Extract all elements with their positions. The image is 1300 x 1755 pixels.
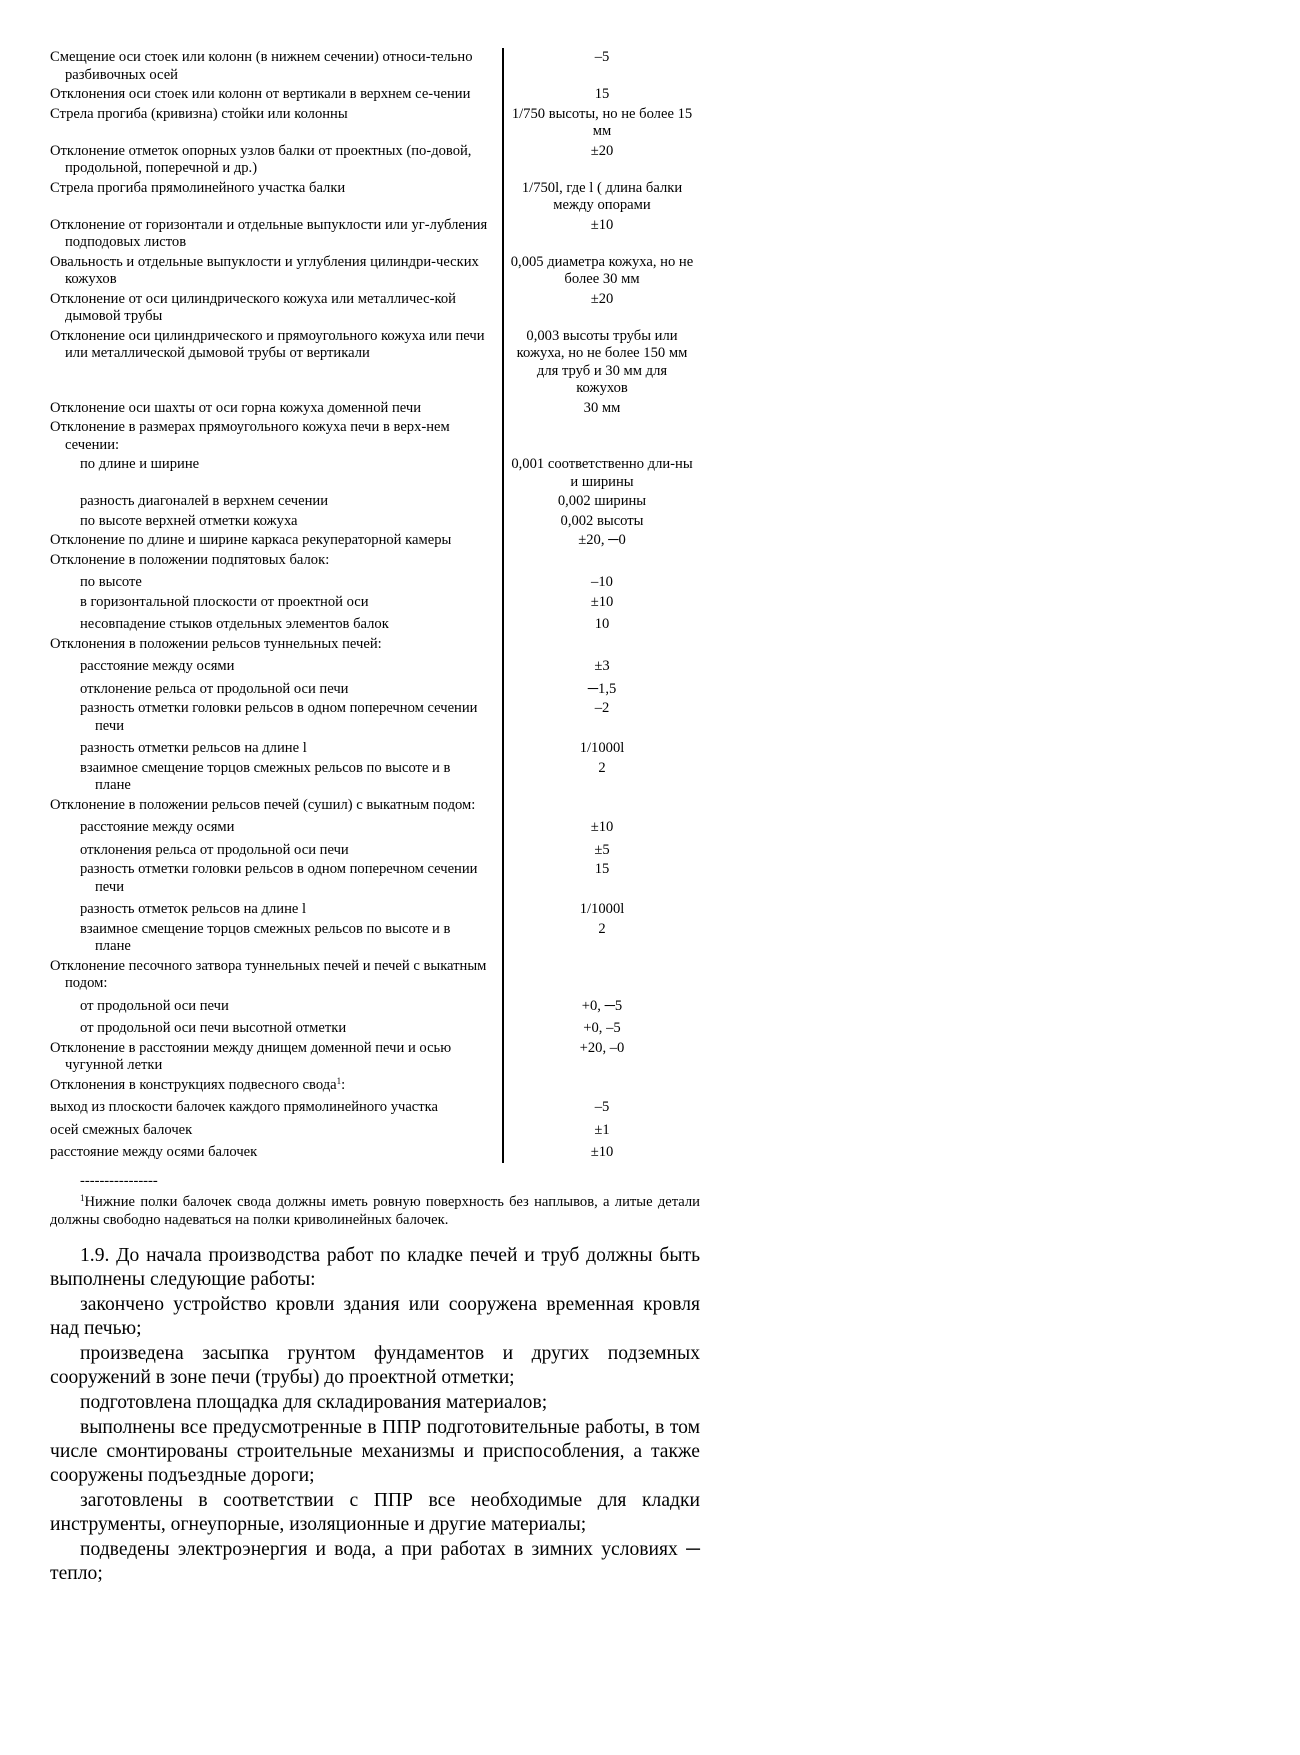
table-row [50,327,700,399]
requirement-label [50,1020,488,1038]
table-row [50,551,700,571]
table-row [50,920,700,957]
requirement-label [50,842,488,860]
body-paragraph: 1.9. До начала производства работ по кладке печей и труб должны быть выполнены следующие работы: [50,1244,700,1290]
requirement-label-text: Отклонение песочного затвора туннельных печей и печей с выкатным подом: [50,957,487,991]
tolerance-value: ±10 [503,216,700,253]
requirement-label-text: разность отметки головки рельсов в одном поперечном сечении печи [80,700,478,734]
table-row [50,897,700,920]
tolerance-value: ±5 [503,838,700,861]
table-row [50,512,700,532]
requirement-label [50,400,488,418]
table-row [50,736,700,759]
table-row [50,1118,700,1141]
table-row [50,635,700,655]
tolerance-value: 2 [503,920,700,957]
requirement-label-cell [50,492,503,512]
tolerance-value [503,796,700,816]
table-row [50,699,700,736]
body-paragraph: произведена засыпка грунтом фундаментов и других подземных сооружений в зоне печи (трубы) до проектной отметки; [50,1342,700,1388]
tolerance-table [50,48,700,1163]
requirement-label-text: расстояние между осями [80,658,235,674]
tolerance-value: ±20 [503,290,700,327]
requirement-label-text: Стрела прогиба прямолинейного участка балки [50,179,346,196]
requirement-label [50,1040,488,1075]
requirement-label-cell [50,142,503,179]
requirement-label-text: Отклонение в расстоянии между днищем доменной печи и осью чугунной летки [50,1039,452,1073]
tolerance-value: ±10 [503,815,700,838]
table-row [50,1039,700,1076]
requirement-label-cell [50,179,503,216]
table-row [50,399,700,419]
tolerance-value: 15 [503,860,700,897]
requirement-label-cell [50,1140,503,1163]
requirement-label-cell [50,105,503,142]
requirement-label-cell [50,1095,503,1118]
requirement-label [50,328,488,363]
requirement-label [50,958,488,993]
requirement-label-text: разность отметок рельсов на длине l [80,901,307,917]
table-row [50,48,700,85]
tolerance-value: 0,002 высоты [503,512,700,532]
table-row [50,759,700,796]
requirement-label-cell [50,418,503,455]
tolerance-value: 1/1000l [503,897,700,920]
requirement-label-cell [50,512,503,532]
requirement-label [50,1122,488,1140]
table-row [50,1016,700,1039]
requirement-label-text: в горизонтальной плоскости от проектной оси [80,593,369,610]
table-row [50,838,700,861]
requirement-label-cell [50,1039,503,1076]
requirement-label [50,419,488,454]
requirement-label-text: отклонения рельса от продольной оси печи [80,841,349,858]
requirement-label-cell [50,1076,503,1096]
tolerance-value: –2 [503,699,700,736]
requirement-label-cell [50,1118,503,1141]
requirement-label [50,594,488,612]
tolerance-value [503,957,700,994]
requirement-label-tail: : [341,1076,346,1093]
requirement-label-cell [50,635,503,655]
tolerance-value: 30 мм [503,399,700,419]
requirement-label [50,616,488,634]
requirement-label-cell [50,290,503,327]
footnote [50,1193,700,1230]
tolerance-value: 1/750 высоты, но не более 15 мм [503,105,700,142]
requirement-label-cell [50,85,503,105]
requirement-label [50,819,488,837]
requirement-label-cell [50,759,503,796]
table-row [50,677,700,700]
requirement-label-cell [50,994,503,1017]
tolerance-value: +0, ─5 [503,994,700,1017]
table-row [50,1076,700,1096]
table-row [50,418,700,455]
tolerance-value [503,418,700,455]
requirement-label-text: Отклонение по длине и ширине каркаса рекуператорной камеры [50,532,452,548]
requirement-label [50,456,488,474]
requirement-label [50,658,488,676]
requirement-label-text: осей смежных балочек [50,1121,193,1138]
requirement-label [50,1099,488,1117]
table-row [50,994,700,1017]
requirement-label-text: Отклонение в положении подпятовых балок: [50,551,330,568]
requirement-label [50,291,488,326]
requirement-label [50,493,488,511]
table-row [50,570,700,593]
requirement-label-text: по высоте верхней отметки кожуха [80,512,298,529]
tolerance-value: 1/750l, где l ( длина балки между опорами [503,179,700,216]
requirement-label-cell [50,957,503,994]
requirement-label-text: расстояние между осями [80,819,235,835]
table-row [50,216,700,253]
table-row [50,253,700,290]
requirement-label-text: отклонение рельса от продольной оси печи [80,680,349,697]
footnote-text: Нижние полки балочек свода должны иметь ровную поверхность без наплывов, а литые детали должны свободно надеваться на полки криволинейных балочек. [50,1193,700,1228]
requirement-label [50,143,488,178]
requirement-label-cell [50,48,503,85]
tolerance-value: 0,003 высоты трубы или кожуха, но не более 150 мм для труб и 30 мм для кожухов [503,327,700,399]
requirement-label-text: расстояние между осями балочек [50,1144,258,1160]
requirement-label [50,901,488,919]
tolerance-value: ±20 [503,142,700,179]
table-row [50,142,700,179]
requirement-label-cell [50,253,503,290]
table-row [50,105,700,142]
tolerance-value: ±10 [503,1140,700,1163]
table-row [50,1095,700,1118]
requirement-label-cell [50,327,503,399]
requirement-label-cell [50,897,503,920]
table-row [50,1140,700,1163]
body-paragraph: закончено устройство кровли здания или сооружена временная кровля над печью; [50,1293,700,1339]
requirement-label [50,1144,488,1162]
tolerance-value: –5 [503,48,700,85]
requirement-label-text: разность отметки рельсов на длине l [80,740,307,756]
requirement-label-text: по высоте [80,574,142,590]
body-paragraph: подготовлена площадка для складирования материалов; [80,1391,548,1413]
table-row [50,860,700,897]
requirement-label [50,552,488,570]
tolerance-value: ±10 [503,593,700,613]
tolerance-value: 2 [503,759,700,796]
tolerance-value [503,635,700,655]
requirement-label-cell [50,1016,503,1039]
requirement-label [50,797,488,815]
tolerance-value: ±1 [503,1118,700,1141]
requirement-label [50,574,488,592]
requirement-label [50,180,488,198]
requirement-label [50,513,488,531]
table-row [50,612,700,635]
requirement-label-text: Отклонения в положении рельсов туннельных печей: [50,635,382,652]
requirement-label-text: разность диагоналей в верхнем сечении [80,493,329,509]
requirement-label [50,861,488,896]
requirement-label [50,1077,488,1095]
requirement-label-text: Отклонения оси стоек или колонн от вертикали в верхнем се-чении [50,86,471,102]
tolerance-value: 0,001 соответственно дли-ны и ширины [503,455,700,492]
requirement-label-text: несовпадение стыков отдельных элементов балок [80,616,389,632]
table-row [50,593,700,613]
requirement-label [50,681,488,699]
tolerance-value: +0, –5 [503,1016,700,1039]
requirement-label-cell [50,736,503,759]
requirement-label-cell [50,920,503,957]
tolerance-value: ±20, ─0 [503,531,700,551]
requirement-label-text: Отклонение от горизонтали и отдельные выпуклости или уг-лубления подподовых листов [50,216,488,250]
requirement-label-cell [50,699,503,736]
requirement-label-text: Смещение оси стоек или колонн (в нижнем сечении) относи-тельно разбивочных осей [50,49,473,83]
requirement-label-cell [50,838,503,861]
requirement-label-cell [50,455,503,492]
table-row [50,290,700,327]
tolerance-value: +20, –0 [503,1039,700,1076]
requirement-label-text: от продольной оси печи [80,997,229,1014]
table-row [50,531,700,551]
body-paragraph: выполнены все предусмотренные в ППР подготовительные работы, в том числе смонтированы строительные механизмы и приспособления, а также сооружены подъездные дороги; [50,1416,700,1486]
tolerance-table-body [50,48,700,1163]
requirement-label-text: Отклонения в конструкциях подвесного свода [50,1076,337,1093]
requirement-label-cell [50,796,503,816]
requirement-label [50,532,488,550]
tolerance-value: ─1,5 [503,677,700,700]
requirement-label-text: Отклонение оси цилиндрического и прямоугольного кожуха или печи или металлической дымовой трубы от вертикали [50,327,485,361]
requirement-label [50,86,488,104]
requirement-label-cell [50,612,503,635]
requirement-label-cell [50,531,503,551]
requirement-label-cell [50,815,503,838]
body-text [50,1244,700,1586]
footnote-separator: ---------------- [80,1172,158,1189]
requirement-label-cell [50,570,503,593]
footnote-marker: 1 [80,1192,85,1203]
requirement-label-text: взаимное смещение торцов смежных рельсов по высоте и в плане [80,920,451,954]
body-paragraph: подведены электроэнергия и вода, а при работах в зимних условиях ─ тепло; [50,1538,700,1584]
requirement-label-text: разность отметки головки рельсов в одном поперечном сечении печи [80,861,478,895]
requirement-label-text: Отклонение отметок опорных узлов балки от проектных (по-довой, продольной, поперечной и др.) [50,142,472,176]
requirement-label [50,49,488,84]
requirement-label-text: Овальность и отдельные выпуклости и углубления цилиндри-ческих кожухов [50,253,479,287]
table-row [50,796,700,816]
tolerance-value [503,551,700,571]
table-row [50,492,700,512]
tolerance-value: 0,005 диаметра кожуха, но не более 30 мм [503,253,700,290]
requirement-label [50,760,488,795]
tolerance-value: 1/1000l [503,736,700,759]
requirement-label-cell [50,860,503,897]
requirement-label [50,254,488,289]
requirement-label-text: Стрела прогиба (кривизна) стойки или колонны [50,105,348,122]
body-paragraph: заготовлены в соответствии с ППР все необходимые для кладки инструменты, огнеупорные, изоляционные и другие материалы; [50,1489,700,1535]
requirement-label-text: Отклонение от оси цилиндрического кожуха или металличес-кой дымовой трубы [50,290,456,324]
requirement-label-cell [50,654,503,677]
table-row [50,654,700,677]
requirement-label-text: от продольной оси печи высотной отметки [80,1020,347,1036]
table-row [50,85,700,105]
requirement-label-cell [50,677,503,700]
tolerance-value: 0,002 ширины [503,492,700,512]
requirement-label [50,740,488,758]
requirement-label-cell [50,551,503,571]
table-row [50,455,700,492]
requirement-label-text: взаимное смещение торцов смежных рельсов по высоте и в плане [80,759,451,793]
footnote-reference: 1 [336,1075,342,1086]
requirement-label-text: Отклонение в размерах прямоугольного кожуха печи в верх-нем сечении: [50,419,450,453]
requirement-label [50,636,488,654]
requirement-label-cell [50,399,503,419]
table-row [50,815,700,838]
document-page [50,48,700,1586]
requirement-label [50,700,488,735]
table-row [50,179,700,216]
tolerance-value [503,1076,700,1096]
requirement-label-text: Отклонение оси шахты от оси горна кожуха доменной печи [50,399,422,416]
requirement-label [50,217,488,252]
requirement-label-cell [50,593,503,613]
requirement-label-cell [50,216,503,253]
table-row [50,957,700,994]
tolerance-value: –10 [503,570,700,593]
tolerance-value: ±3 [503,654,700,677]
requirement-label [50,998,488,1016]
requirement-label [50,921,488,956]
tolerance-value: 10 [503,612,700,635]
requirement-label-text: по длине и ширине [80,456,200,472]
requirement-label-text: Отклонение в положении рельсов печей (сушил) с выкатным подом: [50,796,476,813]
requirement-label-text: выход из плоскости балочек каждого прямолинейного участка [50,1099,439,1115]
requirement-label [50,106,488,124]
tolerance-value: 15 [503,85,700,105]
tolerance-value: –5 [503,1095,700,1118]
